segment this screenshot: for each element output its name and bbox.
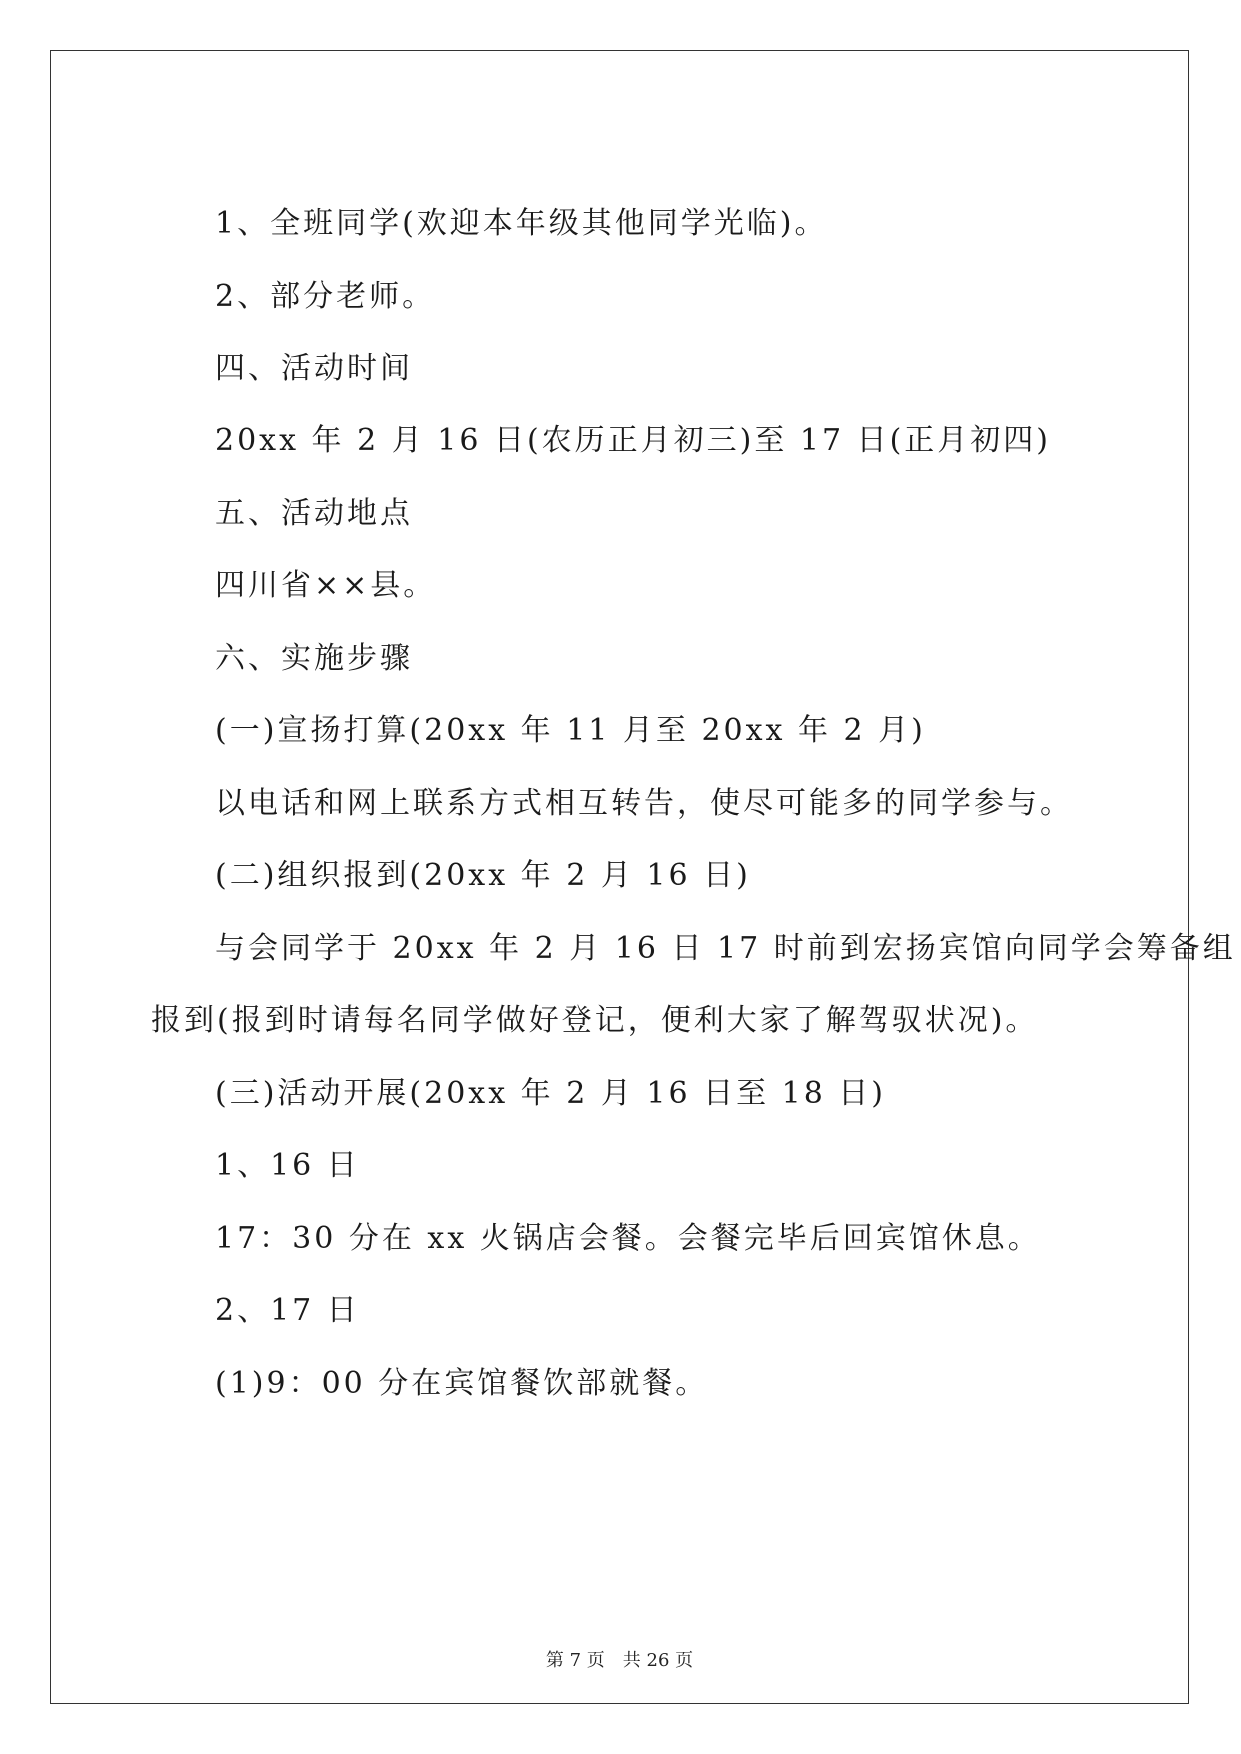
text-line: 2、部分老师。: [215, 279, 436, 314]
section-heading: 四、活动时间: [215, 351, 413, 386]
text-line: 报到(报到时请每名同学做好登记，便利大家了解驾驭状况)。: [151, 1003, 1039, 1038]
page-number: 第 7 页 共 26 页: [545, 1650, 694, 1671]
text-line: 20xx 年 2 月 16 日(农历正月初三)至 17 日(正月初四): [215, 423, 1052, 458]
page-frame: [50, 50, 1236, 1704]
section-heading: 六、实施步骤: [215, 641, 413, 676]
text-line: 2、17 日: [215, 1293, 360, 1328]
section-heading: 五、活动地点: [215, 496, 413, 531]
subsection-heading: (二)组织报到(20xx 年 2 月 16 日): [215, 858, 751, 893]
text-line: 17：30 分在 xx 火锅店会餐。会餐完毕后回宾馆休息。: [215, 1221, 1041, 1256]
text-line: 1、全班同学(欢迎本年级其他同学光临)。: [215, 206, 828, 241]
text-line: (1)9：00 分在宾馆餐饮部就餐。: [215, 1366, 709, 1401]
text-line: 与会同学于 20xx 年 2 月 16 日 17 时前到宏扬宾馆向同学会筹备组: [215, 931, 1236, 966]
subsection-heading: (三)活动开展(20xx 年 2 月 16 日至 18 日): [215, 1076, 887, 1111]
text-line: 以电话和网上联系方式相互转告，使尽可能多的同学参与。: [215, 786, 1073, 821]
text-line: 1、16 日: [215, 1148, 360, 1183]
text-line: 四川省××县。: [215, 568, 437, 603]
subsection-heading: (一)宣扬打算(20xx 年 11 月至 20xx 年 2 月): [215, 713, 926, 748]
